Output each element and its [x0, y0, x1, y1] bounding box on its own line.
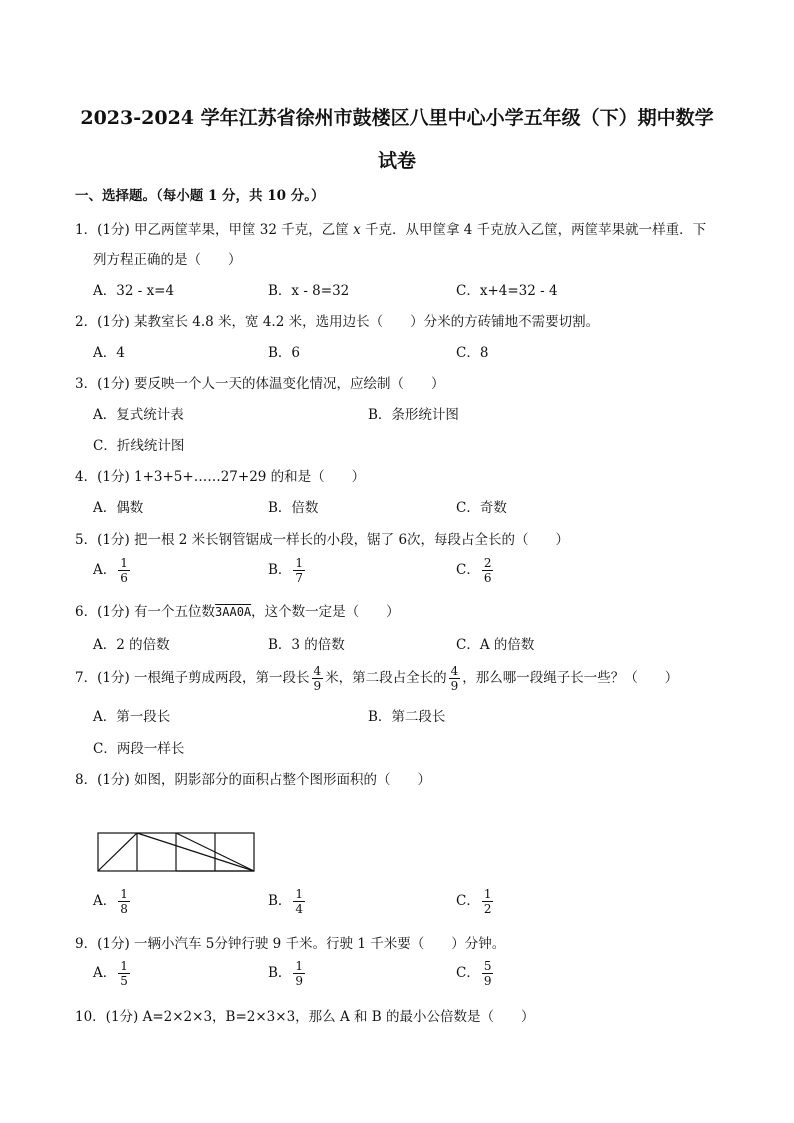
fraction: $\frac{1}{2}$	[483, 887, 492, 916]
question-5-option-a: A． $\frac{1}{6}$	[93, 556, 128, 585]
fraction: $\frac{4}{9}$	[450, 664, 459, 693]
section-heading: 一、选择题。（每小题 1 分，共 10 分。）	[75, 188, 325, 204]
question-8-option-a: A． $\frac{1}{8}$	[93, 887, 128, 916]
fraction: $\frac{1}{6}$	[120, 556, 128, 585]
fraction: $\frac{2}{6}$	[483, 556, 492, 585]
question-6-option-b: B．3 的倍数	[268, 637, 345, 653]
question-2: 2．(1分) 某教室长 4.8 米，宽 4.2 米，选用边长（ ）分米的方砖铺地不需要切割。	[75, 314, 600, 330]
question-10: 10．(1分) A=2×2×3，B=2×3×3，那么 A 和 B 的最小公倍数是（ ）	[75, 1009, 535, 1025]
exam-title-line2: 试卷	[377, 150, 416, 172]
question-4: 4．(1分) 1+3+5+……27+29 的和是（ ）	[75, 469, 366, 485]
question-2-option-c: C．8	[456, 345, 489, 361]
five-digit-number: 3AA0A	[215, 605, 252, 619]
question-8-option-c: C． $\frac{1}{2}$	[456, 887, 492, 916]
question-9-option-c: C． $\frac{5}{9}$	[456, 959, 492, 988]
question-5: 5．(1分) 把一根 2 米长钢管锯成一样长的小段，锯了 6次，每段占全长的（ ）	[75, 532, 570, 548]
question-7-option-c: C．两段一样长	[93, 741, 185, 757]
question-1-option-c: C．x+4=32 - 4	[456, 283, 558, 299]
fraction: $\frac{1}{9}$	[295, 959, 304, 988]
question-9: 9．(1分) 一辆小汽车 5分钟行驶 9 千米。行驶 1 千米要（ ）分钟。	[75, 936, 506, 952]
fraction: $\frac{1}{5}$	[120, 959, 128, 988]
question-5-option-c: C． $\frac{2}{6}$	[456, 556, 492, 585]
question-1-line1	[75, 218, 706, 238]
shaded-area-figure	[96, 831, 258, 873]
question-8-option-b: B． $\frac{1}{4}$	[268, 887, 304, 916]
fraction: $\frac{1}{8}$	[120, 887, 128, 916]
question-8: 8．(1分) 如图，阴影部分的面积占整个图形面积的（ ）	[75, 772, 432, 788]
question-2-option-a: A．4	[93, 345, 125, 361]
question-6-option-c: C．A 的倍数	[456, 637, 535, 653]
question-1-option-a: A．32 - x=4	[93, 283, 175, 299]
question-4-option-b: B．倍数	[268, 500, 319, 516]
question-3: 3．(1分) 要反映一个人一天的体温变化情况，应绘制（ ）	[75, 376, 445, 392]
question-4-option-a: A．偶数	[93, 500, 144, 516]
question-7-option-a: A．第一段长	[93, 709, 171, 725]
fraction: $\frac{4}{9}$	[313, 664, 322, 693]
question-6-option-a: A．2 的倍数	[93, 637, 170, 653]
question-1-line2: 列方程正确的是（ ）	[93, 252, 242, 268]
question-3-option-b: B．条形统计图	[368, 407, 459, 423]
question-3-option-c: C．折线统计图	[93, 438, 185, 454]
question-7-option-b: B．第二段长	[368, 709, 446, 725]
question-1-variable: x	[353, 222, 361, 238]
question-2-option-b: B．6	[268, 345, 301, 361]
question-7: 7．(1分) 一根绳子剪成两段，第一段长 $\frac{4}{9}$ 米，第二段占全长的 $\frac{4}{9}$ ，那么哪一段绳子长一些？（ ）	[75, 664, 679, 693]
question-1-option-b: B．x - 8=32	[268, 283, 350, 299]
question-4-option-c: C．奇数	[456, 500, 507, 516]
question-3-option-a: A．复式统计表	[93, 407, 184, 423]
question-1-text-b: 千克．从甲筐拿 4 千克放入乙筐，两筐苹果就一样重．下	[360, 222, 707, 238]
fraction: $\frac{5}{9}$	[483, 959, 492, 988]
question-1-text-a: 1．(1分) 甲乙两筐苹果，甲筐 32 千克，乙筐	[75, 222, 354, 238]
question-9-option-b: B． $\frac{1}{9}$	[268, 959, 304, 988]
question-9-option-a: A． $\frac{1}{5}$	[93, 959, 128, 988]
fraction: $\frac{1}{4}$	[295, 887, 304, 916]
question-6: 6．(1分) 有一个五位数3AA0A，这个数一定是（ ）	[75, 604, 400, 620]
fraction: $\frac{1}{7}$	[295, 556, 304, 585]
question-5-option-b: B． $\frac{1}{7}$	[268, 556, 304, 585]
exam-title-line1: 2023-2024 学年江苏省徐州市鼓楼区八里中心小学五年级（下）期中数学	[80, 107, 714, 129]
